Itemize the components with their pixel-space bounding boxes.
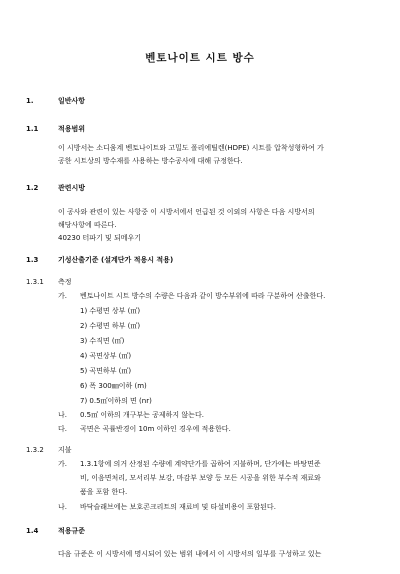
- section-1-3-2-title: 지불: [58, 446, 72, 454]
- section-1-2-reference: 40230 터파기 및 되메우기: [58, 234, 142, 242]
- section-1-2-text-line: 해당사항에 따른다.: [58, 221, 117, 229]
- section-1-4-number: 1.4: [26, 527, 39, 535]
- measurement-item: 7) 0.5㎡이하의 면 (nr): [80, 397, 152, 405]
- section-1-4-title: 적용규준: [58, 527, 86, 535]
- section-1-2-text-line: 이 공사와 관련이 있는 사항중 이 시방서에서 언급된 것 이외의 사항은 다음 시방서의: [58, 208, 315, 216]
- list-marker-da: 다.: [58, 425, 67, 433]
- measurement-rule-text: 벤토나이트 시트 방수의 수량은 다음과 같이 방수부위에 따라 구분하여 산출한다.: [80, 292, 326, 300]
- section-1-3-2-number: 1.3.2: [26, 446, 44, 454]
- payment-rule-line: 품을 포함 한다.: [80, 488, 128, 496]
- section-1-2-number: 1.2: [26, 184, 39, 192]
- measurement-item: 3) 수직면 (㎡): [80, 337, 125, 345]
- measurement-item: 1) 수평면 상부 (㎡): [80, 307, 141, 315]
- section-1-number: 1.: [26, 97, 34, 105]
- list-marker-na: 나.: [58, 411, 67, 419]
- measurement-item: 2) 수평면 하부 (㎡): [80, 322, 141, 330]
- section-1-title: 일반사항: [58, 97, 86, 105]
- section-1-3-1-title: 측정: [58, 278, 72, 286]
- section-1-1-text-line: 공한 시트상의 방수재를 사용하는 방수공사에 대해 규정한다.: [58, 157, 243, 165]
- section-1-1-text-line: 이 시방서는 소디움계 벤토나이트와 고밀도 폴리에틸렌(HDPE) 시트를 압착성형하여 가: [58, 144, 324, 152]
- page-title: 벤토나이트 시트 방수: [145, 52, 255, 64]
- list-marker-ga: 가.: [58, 460, 67, 468]
- section-1-2-title: 관련시방: [58, 184, 86, 192]
- list-marker-ga: 가.: [58, 292, 67, 300]
- slab-cost-rule-text: 바닥슬래브에는 보호콘크리트의 재료비 및 타설비용이 포함된다.: [80, 503, 276, 511]
- opening-rule-text: 0.5㎡ 이하의 개구부는 공제하지 않는다.: [80, 411, 204, 419]
- measurement-item: 5) 곡면하부 (㎡): [80, 367, 132, 375]
- section-1-1-title: 적용범위: [58, 125, 86, 133]
- section-1-1-number: 1.1: [26, 125, 39, 133]
- section-1-3-number: 1.3: [26, 256, 39, 264]
- payment-rule-line: 1.3.1항에 의거 산정된 수량에 계약단가를 곱하여 지불하며, 단가에는 바탕면준: [80, 460, 321, 468]
- section-1-3-1-number: 1.3.1: [26, 278, 44, 286]
- list-marker-na: 나.: [58, 503, 67, 511]
- section-1-4-text-line: 다음 규준은 이 시방서에 명시되어 있는 범위 내에서 이 시방서의 일부를 구성하고 있는: [58, 550, 322, 558]
- curved-surface-rule-text: 곡면은 곡률반경이 10m 이하인 경우에 적용한다.: [80, 425, 231, 433]
- section-1-3-title: 기성산출기준 (설계단가 적용시 적용): [58, 256, 174, 264]
- payment-rule-line: 비, 이음면처리, 모서리부 보강, 마감부 보양 등 모든 시공을 위한 부수적 재료와: [80, 474, 321, 482]
- measurement-item: 6) 폭 300㎜이하 (m): [80, 382, 147, 390]
- measurement-item: 4) 곡면상부 (㎡): [80, 352, 132, 360]
